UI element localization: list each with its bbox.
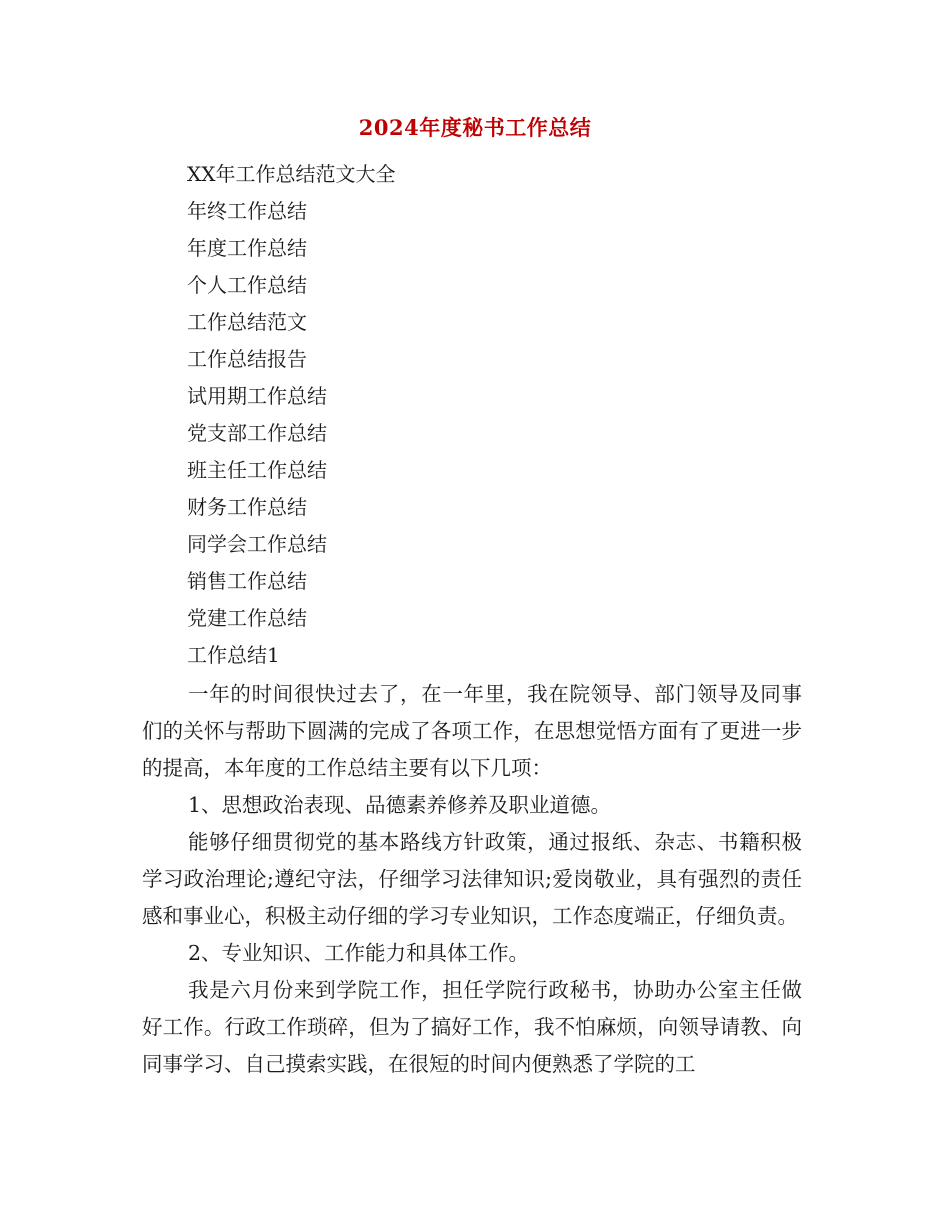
list-item: 年度工作总结	[187, 236, 307, 260]
list-item: XX年工作总结范文大全	[187, 162, 396, 186]
paragraph-political: 能够仔细贯彻党的基本路线方针政策，通过报纸、杂志、书籍积极学习政治理论;遵纪守法，仔细学习法律知识;爱岗敬业，具有强烈的责任感和事业心，积极主动仔细的学习专业知识，工作态度端正，仔细负责。	[142, 830, 802, 928]
topic-list	[187, 158, 395, 676]
list-item: 党支部工作总结	[187, 421, 327, 445]
list-item: 工作总结报告	[187, 347, 307, 371]
list-item: 同学会工作总结	[187, 532, 327, 556]
list-item: 财务工作总结	[187, 495, 307, 519]
list-item: 年终工作总结	[187, 199, 307, 223]
paragraph-intro: 一年的时间很快过去了，在一年里，我在院领导、部门领导及同事们的关怀与帮助下圆满的完成了各项工作，在思想觉悟方面有了更进一步的提高，本年度的工作总结主要有以下几项：	[142, 682, 802, 780]
list-item: 个人工作总结	[187, 273, 307, 297]
body-text	[142, 676, 802, 1083]
document-title: 2024年度秘书工作总结	[358, 115, 592, 140]
list-item: 销售工作总结	[187, 569, 307, 593]
paragraph-work: 我是六月份来到学院工作，担任学院行政秘书，协助办公室主任做好工作。行政工作琐碎，但为了搞好工作，我不怕麻烦，向领导请教、向同事学习、自己摸索实践，在很短的时间内便熟悉了学院的工	[142, 978, 802, 1076]
section-heading-2: 2、专业知识、工作能力和具体工作。	[188, 941, 530, 965]
list-item: 工作总结1	[187, 643, 280, 667]
list-item: 班主任工作总结	[187, 458, 327, 482]
list-item: 工作总结范文	[187, 310, 307, 334]
section-heading-1: 1、思想政治表现、品德素养修养及职业道德。	[188, 793, 612, 817]
list-item: 试用期工作总结	[187, 384, 327, 408]
list-item: 党建工作总结	[187, 606, 307, 630]
